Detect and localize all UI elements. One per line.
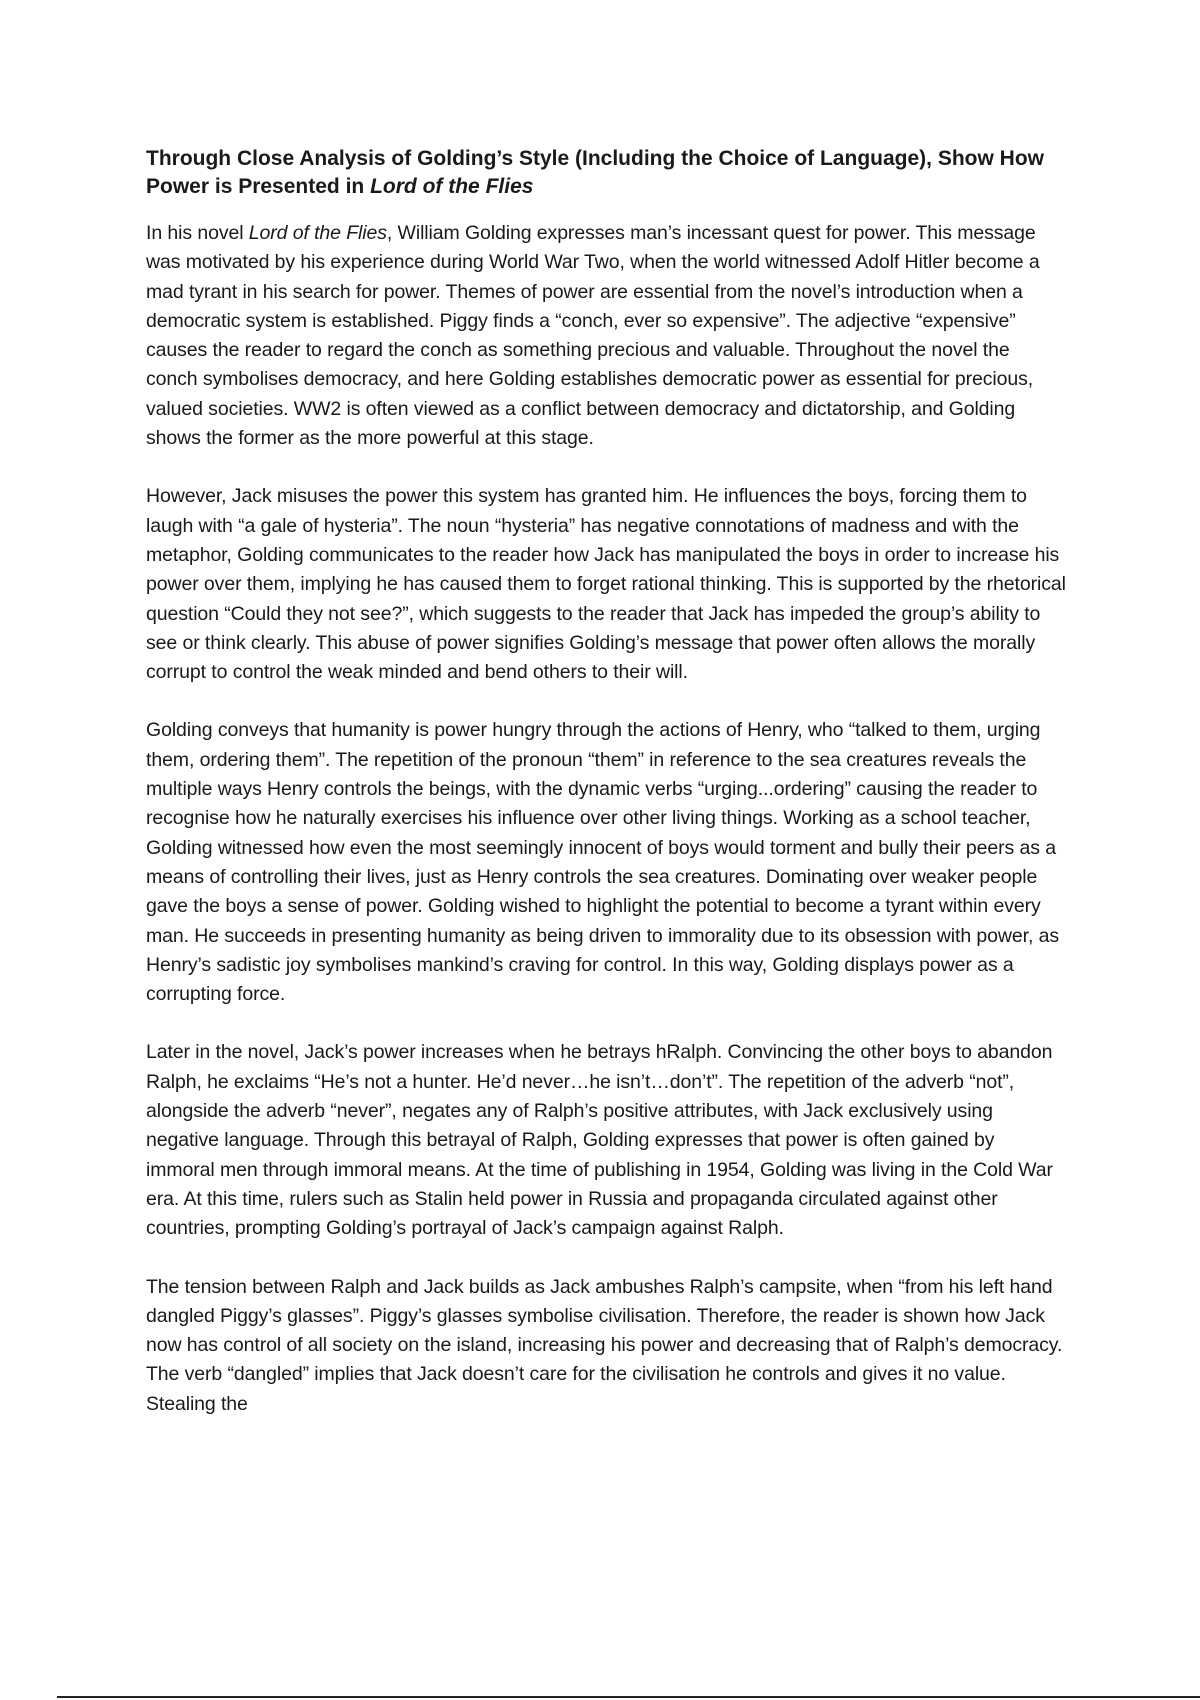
essay-title-text: Through Close Analysis of Golding’s Style (Including the Choice of Language), Show How Power is Presented in <box>146 147 1044 198</box>
document-page <box>146 145 1066 1448</box>
paragraph-5: The tension between Ralph and Jack builds as Jack ambushes Ralph’s campsite, when “from his left hand dangled Piggy’s glasses”. Piggy’s glasses symbolise civilisation. Therefore, the reader is shown how Jack now has control of all society on the island, increasing his power and decreasing that of Ralph’s democracy. The verb “dangled” implies that Jack doesn’t care for the civilisation he controls and gives it no value. Stealing the <box>146 1275 1063 1415</box>
essay-title-book-title: Lord of the Flies <box>370 175 534 198</box>
paragraph-1-body: , William Golding expresses man’s incessant quest for power. This message was motivated by his experience during World War Two, when the world witnessed Adolf Hitler become a mad tyrant in his search for power. Themes of power are essential from the novel’s introduction when a democratic system is established. Piggy finds a “conch, ever so expensive”. The adjective “expensive” causes the reader to regard the conch as something precious and valuable. Throughout the novel the conch symbolises democracy, and here Golding establishes democratic power as essential for precious, valued societies. WW2 is often viewed as a conflict between democracy and dictatorship, and Golding shows the former as the more powerful at this stage. <box>146 222 1040 450</box>
page-bottom-rule <box>57 1696 1200 1698</box>
paragraph-1 <box>146 219 1066 453</box>
paragraph-2: However, Jack misuses the power this system has granted him. He influences the boys, forcing them to laugh with “a gale of hysteria”. The noun “hysteria” has negative connotations of madness and with the metaphor, Golding communicates to the reader how Jack has manipulated the boys in order to increase his power over them, implying he has caused them to forget rational thinking. This is supported by the rhetorical question “Could they not see?”, which suggests to the reader that Jack has impeded the group’s ability to see or think clearly. This abuse of power signifies Golding’s message that power often allows the morally corrupt to control the weak minded and bend others to their will. <box>146 485 1066 684</box>
essay-title <box>146 145 1066 201</box>
paragraph-4: Later in the novel, Jack’s power increases when he betrays hRalph. Convincing the other boys to abandon Ralph, he exclaims “He’s not a hunter. He’d never…he isn’t…don’t”. The repetition of the adverb “not”, alongside the adverb “never”, negates any of Ralph’s positive attributes, with Jack exclusively using negative language. Through this betrayal of Ralph, Golding expresses that power is often gained by immoral men through immoral means. At the time of publishing in 1954, Golding was living in the Cold War era. At this time, rulers such as Stalin held power in Russia and propaganda circulated against other countries, prompting Golding’s portrayal of Jack’s campaign against Ralph. <box>146 1041 1053 1240</box>
paragraph-1-book-title: Lord of the Flies <box>248 222 387 244</box>
paragraph-1-lead: In his novel <box>146 222 249 244</box>
paragraph-3: Golding conveys that humanity is power hungry through the actions of Henry, who “talked to them, urging them, ordering them”. The repetition of the pronoun “them” in reference to the sea creatures reveals the multiple ways Henry controls the beings, with the dynamic verbs “urging...ordering” causing the reader to recognise how he naturally exercises his influence over other living things. Working as a school teacher, Golding witnessed how even the most seemingly innocent of boys would torment and bully their peers as a means of controlling their lives, just as Henry controls the sea creatures. Dominating over weaker people gave the boys a sense of power. Golding wished to highlight the potential to become a tyrant within every man. He succeeds in presenting humanity as being driven to immorality due to its obsession with power, as Henry’s sadistic joy symbolises mankind’s craving for control. In this way, Golding displays power as a corrupting force. <box>146 719 1059 1006</box>
